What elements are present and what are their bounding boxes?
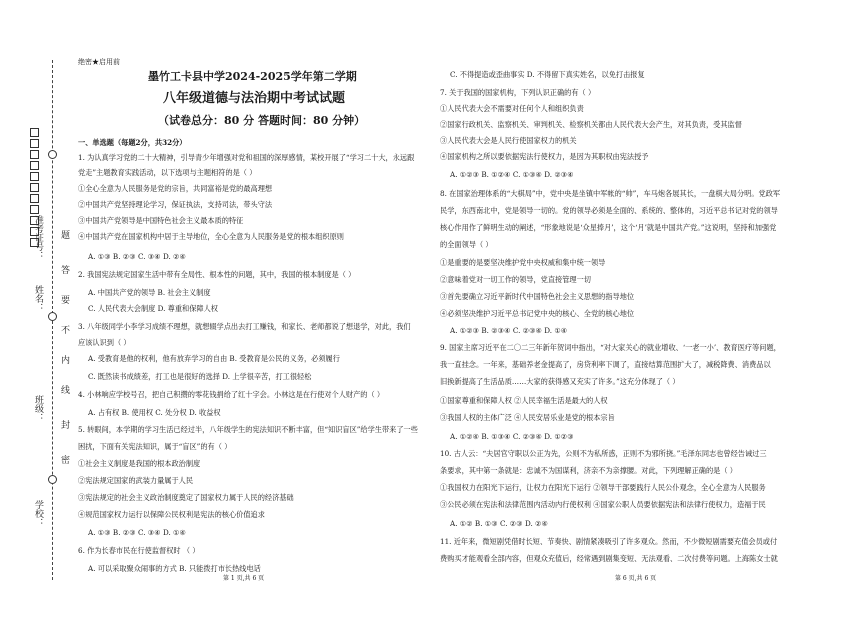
options: A. ①③ B. ②③ C. ③④ D. ①④ <box>88 528 186 537</box>
statement: ④必须坚决维护习近平总书记党中央的核心、全党的核心地位 <box>440 309 635 318</box>
question-11-cont: 费购买才能观看全部内容，但观众充值后，经常遇到剧集变短、无法观看、二次付费等问题。上海陈女士就 <box>440 554 778 563</box>
seal-hole <box>48 475 57 484</box>
options: A. 可以采取聚众闹事的方式 B. 只能拨打市长热线电话 <box>88 564 261 573</box>
question-6: 6. 作为长春市民在行使监督权时 （ ） <box>78 546 200 555</box>
section-heading: 一、单选题（每题2分，共32分） <box>78 138 187 147</box>
statement: ④中国共产党在国家机构中居于主导地位，全心全意为人民服务是党的根本组织原则 <box>78 232 344 241</box>
options: A. ①②③ B. ①②④ C. ①③④ D. ②③④ <box>450 170 574 179</box>
question-9-cont: 我一直挂念。一年来，基础养老金提高了，房贷利率下调了，直接结算范围扩大了，减税降费、消费品以 <box>440 360 771 369</box>
question-8: 8. 在国家治理体系的“大棋局”中，党中央是坐镇中军帐的“帅”，车马炮各展其长，一盘棋大局分明。党政军 <box>440 189 781 198</box>
seal-hole <box>48 312 57 321</box>
question-11: 11. 近年来，微短剧凭借时长短、节奏快、剧情紧凑吸引了许多观众。然而，不少微短剧需要充值会员或付 <box>440 537 778 546</box>
options: C. 人民代表大会制度 D. 尊重和保障人权 <box>88 304 218 313</box>
left-column <box>78 0 418 624</box>
question-10: 10. 古人云：“夫居官守职以公正为先，公则不为私所惑，正则不为邪所挠。”毛泽东同志也曾经告诫过三 <box>440 449 767 458</box>
seal-char: 封 <box>59 420 69 429</box>
seal-char: 密 <box>59 455 69 464</box>
question-4: 4. 小林响应学校号召，把自己积攒的零花钱捐给了红十字会。小林这是在行使对个人财产的（ ） <box>78 390 385 399</box>
statement: ③中国共产党领导是中国特色社会主义最本质的特征 <box>78 216 244 225</box>
exam-info: （试卷总分：80 分 答题时间：80 分钟） <box>158 114 366 127</box>
school-label: 学校： <box>33 500 43 527</box>
statement: ②中国共产党坚持理论学习，保证执法，支持司法，带头守法 <box>78 200 273 209</box>
question-9-cont: 旧换新提高了生活品质……大家的获得感又充实了许多。”这充分体现了（ ） <box>440 377 680 386</box>
statement: ③首先要确立习近平新时代中国特色社会主义思想的指导地位 <box>440 292 635 301</box>
question-8-cont: 核心作用作了鲜明生动的阐述，“形象地说是‘众星捧月’，这个‘月’就是中国共产党。”这说明，坚持和加强党 <box>440 223 777 232</box>
seal-char: 不 <box>59 325 69 334</box>
class-label: 班级： <box>33 395 43 422</box>
question-9: 9. 国家主席习近平在二〇二三年新年贺词中指出，“对大家关心的就业增收、‘一老一小’、教育医疗等问题， <box>440 343 781 352</box>
options: A. 占有权 B. 使用权 C. 处分权 D. 收益权 <box>88 408 221 417</box>
options: A. ①③ B. ②③ C. ③④ D. ②④ <box>88 252 186 261</box>
statement: ③公民必须在宪法和法律范围内活动内行使权利 ④国家公职人员要依据宪法和法律行使权力，造福于民 <box>440 500 766 509</box>
seal-hole <box>48 150 57 159</box>
options: A. ①②③ B. ②③④ C. ②③④ D. ①④ <box>450 326 568 335</box>
question-5: 5. 转眼间，本学期的学习生活已经过半，八年级学生的宪法知识不断丰富，但“知识盲区”给学生带来了一些 <box>78 425 418 434</box>
page-footer: 第 1 页,共 6 页 <box>223 575 265 582</box>
question-1-cont: 党走”主题教育实践活动，以下选项与主题相符的是（ ） <box>78 168 257 177</box>
binding-margin <box>0 0 70 624</box>
options: C. 既然读书成绩差，打工也是很好的选择 D. 上学很辛苦，打工很轻松 <box>88 372 312 381</box>
statement: ①社会主义制度是我国的根本政治制度 <box>78 459 201 468</box>
options: A. 中国共产党的领导 B. 社会主义制度 <box>88 288 211 297</box>
statement: ②宪法规定国家的武装力量属于人民 <box>78 476 194 485</box>
statement: ①人民代表大会不需要对任何个人和组织负责 <box>440 104 584 113</box>
name-label: 姓名： <box>33 285 43 312</box>
exam-title-school: 墨竹工卡县中学2024-2025学年第二学期 <box>148 70 357 83</box>
question-8-cont: 的全面领导（ ） <box>440 240 493 249</box>
options: A. ①②④ B. ①③④ C. ②③④ D. ①②③ <box>450 432 574 441</box>
seal-char: 答 <box>59 265 69 274</box>
seal-char: 题 <box>59 230 69 239</box>
options: A. ①② B. ①③ C. ②③ D. ②④ <box>450 519 548 528</box>
seal-char: 线 <box>59 385 69 394</box>
question-3: 3. 八年级同学小李学习成绩不理想，就想辍学点出去打工赚钱，和家长、老师都说了想退学，对此，我们 <box>78 322 411 331</box>
question-8-cont: 民学，东西南北中，党是领导一切的。党的领导必须是全面的、系统的、整体的，习近平总书记对党的领导 <box>440 206 778 215</box>
question-10-cont: 条要求，其中第一条就是：忠诚不为国谋利，济亲不为亲撑腰。对此，下列理解正确的是（ ） <box>440 466 737 475</box>
statement: ②意味着党对一切工作的领导，党直接管理一切 <box>440 275 591 284</box>
statement: ④国家机构之所以要依据宪法行使权力，是因为其职权由宪法授予 <box>440 152 649 161</box>
statement: ③人民代表大会是人民行使国家权力的机关 <box>440 136 577 145</box>
statement: ②国家行政机关、监察机关、审判机关、检察机关都由人民代表大会产生，对其负责，受其监督 <box>440 120 742 129</box>
statement: ①我国权力在阳光下运行，让权力在阳光下运行 ②领导干部要践行人民公仆观念，全心全意为人民服务 <box>440 483 766 492</box>
seal-char: 内 <box>59 355 69 364</box>
seal-char: 要 <box>59 295 69 304</box>
statement: ①是重要的是要坚决维护党中央权威和集中统一领导 <box>440 258 606 267</box>
question-5-cont: 困扰，下面有关宪法知识，属于“盲区”的有（ ） <box>78 442 232 451</box>
statement: ①国家尊重和保障人权 ②人民幸福生活是最大的人权 <box>440 396 608 405</box>
page-footer: 第 6 页,共 6 页 <box>615 575 657 582</box>
statement: ③我国人权的主体广泛 ④人民安居乐业是党的根本宗旨 <box>440 413 615 422</box>
options: A. 受教育是他的权利，他有放弃学习的自由 B. 受教育是公民的义务，必须履行 <box>88 354 340 363</box>
right-column <box>440 0 835 624</box>
question-1: 1. 为认真学习党的二十大精神，引导青少年增强对党和祖国的深厚感情，某校开展了“学习二十大，永远跟 <box>78 153 415 162</box>
question-2: 2. 我国宪法规定国家生活中带有全局性、根本性的问题，其中，我国的根本制度是（ ） <box>78 270 356 279</box>
question-7: 7. 关于我国的国家机构，下列认识正确的有（ ） <box>440 88 596 97</box>
exam-no-label: 准考证号： <box>33 215 43 260</box>
statement: ④规范国家权力运行以保障公民权利是宪法的核心价值追求 <box>78 510 265 519</box>
exam-title: 八年级道德与法治期中考试试题 <box>163 91 346 106</box>
statement: ③宪法规定的社会主义政治制度奠定了国家权力属于人民的经济基础 <box>78 493 294 502</box>
statement: ①全心全意为人民服务是党的宗旨，共同富裕是党的最高理想 <box>78 184 273 193</box>
question-3-cont: 应该认识到（ ） <box>78 338 131 347</box>
options: C. 不得提造或歪曲事实 D. 不得留下真实姓名，以免打击报复 <box>450 70 645 79</box>
secret-mark: 绝密★启用前 <box>78 58 120 66</box>
